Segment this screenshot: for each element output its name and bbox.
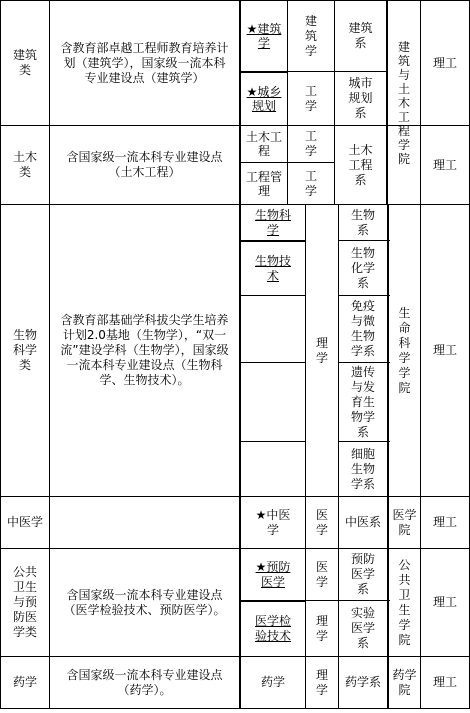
category-cell [1, 126, 49, 204]
department-label: 土木工程系 [348, 142, 373, 187]
major-link[interactable]: 药学 [260, 675, 285, 689]
discipline-cell [306, 497, 338, 548]
department-cell [339, 442, 387, 496]
major-cell[interactable] [241, 549, 305, 600]
category-cell [1, 657, 49, 708]
discipline-cell [306, 657, 338, 708]
major-link[interactable]: 生物科学 [254, 207, 291, 237]
department-cell [339, 497, 387, 548]
discipline-label: 理学 [315, 335, 328, 365]
type-cell [421, 549, 469, 656]
discipline-label: 工学 [304, 83, 317, 113]
description-cell [50, 497, 239, 548]
type-cell [421, 657, 469, 708]
department-cell [339, 657, 387, 708]
department-label: 药学系 [344, 675, 381, 689]
type-label: 理工 [432, 157, 457, 172]
department-cell [335, 126, 386, 204]
major-cell[interactable] [241, 657, 305, 708]
discipline-cell [306, 205, 338, 496]
college-label: 生命科学学院 [398, 305, 411, 395]
department-cell [339, 205, 387, 240]
type-label: 理工 [432, 515, 457, 529]
description-cell [50, 205, 239, 496]
category-cell [1, 205, 49, 496]
discipline-cell [306, 601, 338, 656]
major-link[interactable]: 生物技术 [254, 253, 291, 283]
department-label: 生物系 [350, 207, 375, 237]
description-cell [50, 126, 239, 204]
description-text: 含国家级一流本科专业建设点（医学检验技术、预防医学）。 [63, 587, 226, 617]
department-label: 预防医学系 [350, 552, 375, 596]
department-label: 实验医学系 [350, 606, 375, 650]
discipline-label: 建筑学 [304, 13, 317, 58]
type-label: 理工 [432, 675, 457, 689]
college-label: 建筑与土木工程学院 [397, 39, 410, 166]
major-link[interactable]: ★城乡规划 [246, 85, 282, 113]
department-cell [339, 601, 387, 656]
category-label: 药学 [12, 675, 37, 689]
major-link[interactable]: ★预防医学 [255, 559, 291, 589]
discipline-cell [288, 163, 334, 204]
category-label: 公共卫生与预防医学类 [12, 565, 37, 639]
department-cell [335, 72, 386, 125]
department-cell [339, 363, 387, 441]
department-cell [339, 296, 387, 362]
table-border [0, 708, 470, 709]
type-label: 理工 [432, 55, 457, 70]
discipline-label: 理学 [315, 667, 328, 697]
description-text: 含教育部卓越工程师教育培养计划（建筑学），国家级一流本科专业建设点（建筑学） [60, 40, 229, 85]
college-cell [389, 497, 420, 548]
major-cell[interactable] [241, 163, 287, 204]
department-cell [339, 549, 387, 600]
cell-divider [240, 362, 305, 363]
major-cell[interactable] [241, 1, 287, 71]
department-label: 中医系 [344, 515, 381, 529]
discipline-cell [288, 72, 334, 125]
discipline-cell [288, 1, 334, 71]
major-cell[interactable] [241, 73, 287, 125]
discipline-label: 医学 [315, 559, 328, 589]
discipline-cell [288, 126, 334, 162]
type-cell [421, 126, 469, 204]
cell-divider [240, 295, 305, 296]
major-cell[interactable] [241, 205, 305, 240]
type-label: 理工 [432, 343, 457, 357]
major-cell[interactable] [241, 497, 305, 548]
type-cell [421, 205, 469, 496]
department-cell [335, 1, 386, 71]
description-text: 含国家级一流本科专业建设点（药学）。 [66, 667, 223, 697]
type-cell [421, 497, 469, 548]
cell-divider [240, 441, 305, 442]
description-text: 含教育部基础学科拔尖学生培养计划2.0基地（生物学），“双一流”建设学科（生物学），国家级一流本科专业建设点（生物科学、生物技术）。 [60, 313, 229, 387]
department-label: 遗传与发育生物学系 [350, 364, 375, 439]
major-link[interactable]: 医学检验技术 [254, 614, 291, 643]
category-cell [1, 1, 49, 125]
type-cell [421, 1, 469, 125]
major-link[interactable]: ★建筑学 [246, 22, 282, 50]
college-cell [388, 1, 420, 204]
college-label: 药学院 [392, 667, 417, 697]
major-cell[interactable] [241, 126, 287, 162]
discipline-label: 医学 [315, 507, 328, 537]
description-cell [50, 657, 239, 708]
discipline-label: 工学 [304, 129, 317, 158]
major-link[interactable]: ★中医学 [255, 507, 291, 537]
major-link[interactable]: 工程管理 [245, 169, 282, 198]
category-label: 土木类 [12, 150, 37, 179]
major-cell[interactable] [241, 242, 305, 295]
department-label: 生物化学系 [350, 245, 375, 290]
category-label: 生物科学类 [12, 328, 37, 372]
college-label: 公共卫生学院 [398, 557, 411, 647]
college-cell [389, 549, 420, 656]
department-label: 建筑系 [348, 21, 373, 50]
description-cell [50, 549, 239, 656]
major-cell[interactable] [241, 602, 305, 656]
department-label: 免疫与微生物学系 [350, 299, 375, 358]
type-label: 理工 [432, 595, 457, 609]
major-link[interactable]: 土木工程 [245, 130, 282, 158]
department-label: 细胞生物学系 [350, 446, 375, 491]
category-label: 建筑类 [12, 48, 37, 77]
college-cell [389, 205, 420, 496]
category-cell [1, 497, 49, 548]
discipline-label: 工学 [304, 168, 317, 198]
department-cell [339, 241, 387, 295]
category-label: 中医学 [6, 515, 43, 529]
department-label: 城市规划系 [348, 76, 373, 120]
discipline-cell [306, 549, 338, 600]
category-cell [1, 549, 49, 656]
college-cell [389, 657, 420, 708]
description-text: 含国家级一流本科专业建设点（土木工程） [66, 150, 223, 179]
description-cell [50, 1, 239, 125]
college-label: 医学院 [392, 507, 417, 537]
discipline-label: 理学 [315, 613, 328, 643]
